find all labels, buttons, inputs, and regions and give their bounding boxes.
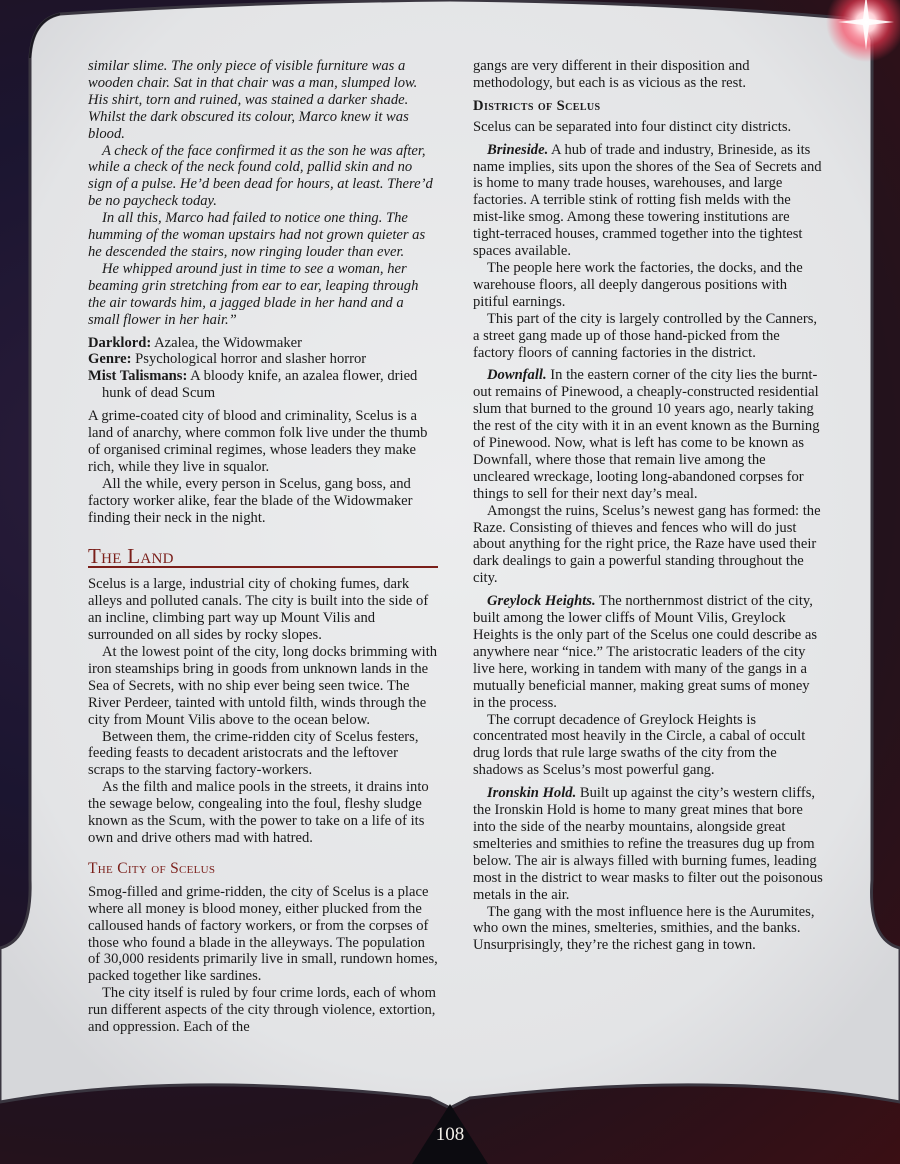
- intro-paragraph: A grime-coated city of blood and criminality, Scelus is a land of anarchy, where common folk live under the thumb of organised criminal regimes, whose leaders they make rich, while they live in squalor.: [88, 408, 428, 475]
- section-heading-the-land: The Land: [88, 548, 438, 568]
- district-paragraph: The people here work the factories, the docks, and the warehouse floors, all deeply dangerous positions with pitiful earnings.: [473, 259, 803, 310]
- talismans-value: A bloody knife, an azalea flower, dried hunk of dead Scum: [102, 368, 418, 402]
- land-paragraph: As the filth and malice pools in the streets, it drains into the sewage below, congealing into the foul, fleshy sludge known as the Scum, with the power to take on a life of its own and drive others mad with hatred.: [88, 779, 429, 846]
- district-paragraph: This part of the city is largely controlled by the Canners, a street gang made up of those hand-picked from the factory floors of canning factories in the district.: [473, 310, 818, 361]
- darklord-line: [88, 335, 438, 352]
- subheading-city-of-scelus: The City of Scelus: [88, 859, 216, 877]
- story-paragraph: A check of the face confirmed it as the son he was after, while a check of the neck found cold, pallid skin and no sign of a pulse. He’d been dead for hours, at least. There’d be no paycheck today.: [88, 142, 433, 210]
- continued-paragraph: gangs are very different in their disposition and methodology, but each is as vicious as the rest.: [473, 58, 750, 91]
- city-paragraph: The city itself is ruled by four crime lords, each of whom run different aspects of the city through violence, extortion, and oppression. Each of the: [88, 985, 436, 1036]
- left-column: [88, 58, 438, 1036]
- subheading-districts: Districts of Scelus: [473, 97, 601, 114]
- district-paragraph: The corrupt decadence of Greylock Heights is concentrated most heavily in the Circle, a cabal of occult drug lords that rule large swaths of the city from the shadows as Scelus’s most powerful gang.: [473, 711, 806, 779]
- genre-label: Genre:: [88, 351, 132, 368]
- districts-intro: Scelus can be separated into four distinct city districts.: [473, 118, 792, 135]
- district-paragraph: Amongst the ruins, Scelus’s newest gang has formed: the Raze. Consisting of thieves and fences who will do just about anything for the right price, the Raze have used their dark dealings to gain a powerful standing throughout the city.: [473, 502, 821, 587]
- story-paragraph: He whipped around just in time to see a woman, her beaming grin stretching from ear to ear, leaping through the air towards him, a jagged blade in her hand and a small flower in her hair.”: [88, 260, 419, 328]
- darklord-value: Azalea, the Widowmaker: [151, 334, 302, 351]
- district-text: In the eastern corner of the city lies the burnt-out remains of Pinewood, a cheaply-constructed residential slum that burned to the ground 10 years ago, nearly taking the rest of the city with it in an event known as the Burning of Pinewood. Now, what is left has come to be known as Downfall, where those that remain live among the uncleared wreckage, looting long-abandoned corpses for things to sell for their next day’s meal.: [473, 367, 820, 502]
- district-lead: Downfall.: [487, 367, 547, 384]
- district-text: The northernmost district of the city, built among the lower cliffs of Mount Vilis, Greylock Heights is the only part of the Scelus one could describe as anywhere near “nice.” The aristocratic leaders of the city live here, working in tandem with many of the gangs in a mutually beneficial manner, making great sums of money in the process.: [473, 593, 818, 711]
- city-paragraph: Smog-filled and grime-ridden, the city of Scelus is a place where all money is blood money, either plucked from the calloused hands of factory workers, or from the corpses of those who found a blade in the alleyways. The population of 30,000 residents primarily live in small, rundown homes, packed together like sardines.: [88, 883, 438, 985]
- land-paragraph: At the lowest point of the city, long docks brimming with iron steamships bring in goods from unknown lands in the Sea of Secrets, with no ship ever being seen twice. The River Perdeer, tainted with untold filth, winds through the city from Mount Vilis above to the ocean below.: [88, 644, 438, 728]
- district-paragraph: The gang with the most influence here is the Aurumites, who own the mines, smelteries, smithies, and the banks. Unsurprisingly, they’re the richest gang in town.: [473, 903, 815, 954]
- story-paragraph: In all this, Marco had failed to notice one thing. The humming of the woman upstairs had not grown quieter as he descended the stairs, now ringing louder than ever.: [88, 210, 426, 260]
- district-lead: Greylock Heights.: [487, 593, 596, 610]
- district-lead: Brineside.: [487, 141, 549, 158]
- district-lead: Ironskin Hold.: [487, 785, 577, 802]
- district-downfall: [473, 367, 823, 502]
- genre-value: Psychological horror and slasher horror: [131, 351, 367, 368]
- district-greylock: [473, 593, 823, 711]
- genre-line: [88, 351, 438, 368]
- page-number: 108: [435, 1124, 465, 1145]
- district-text: A hub of trade and industry, Brineside, as its name implies, sits upon the shores of the Sea of Secrets and is home to many trade houses, warehouses, and large factories. A terrible stink of rotting fish melds with the mist-like smog. Among these towering institutions are tight-terraced houses, crammed together into the tightest spaces available.: [473, 141, 822, 260]
- district-ironskin: [473, 785, 823, 903]
- land-paragraph: Between them, the crime-ridden city of Scelus festers, feeding feasts to decadent aristocrats and the leftover scraps to the starving factory-workers.: [88, 728, 419, 779]
- talismans-line: [88, 368, 438, 402]
- intro-paragraph: All the while, every person in Scelus, gang boss, and factory worker alike, fear the blade of the Widowmaker finding their neck in the night.: [88, 475, 413, 526]
- district-brineside: [473, 142, 823, 260]
- district-text: Built up against the city’s western cliffs, the Ironskin Hold is home to many great mines that bore into the side of the nearby mountains, alongside great smelteries and smithies to refine the treasures dug up from below. The air is always filled with burning fumes, leading most in the district to wear masks to filter out the poisonous metals in the air.: [473, 785, 823, 903]
- darklord-label: Darklord:: [88, 334, 152, 351]
- land-paragraph: Scelus is a large, industrial city of choking fumes, dark alleys and polluted canals. The city is built into the side of an incline, climbing part way up Mount Vilis and surrounded on all sides by rocky slopes.: [88, 576, 429, 644]
- story-paragraph: similar slime. The only piece of visible furniture was a wooden chair. Sat in that chair was a man, slumped low. His shirt, torn and ruined, was stained a darker shade. Whilst the dark obscured its colour, Marco knew it was blood.: [88, 58, 418, 142]
- right-column: [473, 58, 823, 954]
- talismans-label: Mist Talismans:: [88, 368, 188, 385]
